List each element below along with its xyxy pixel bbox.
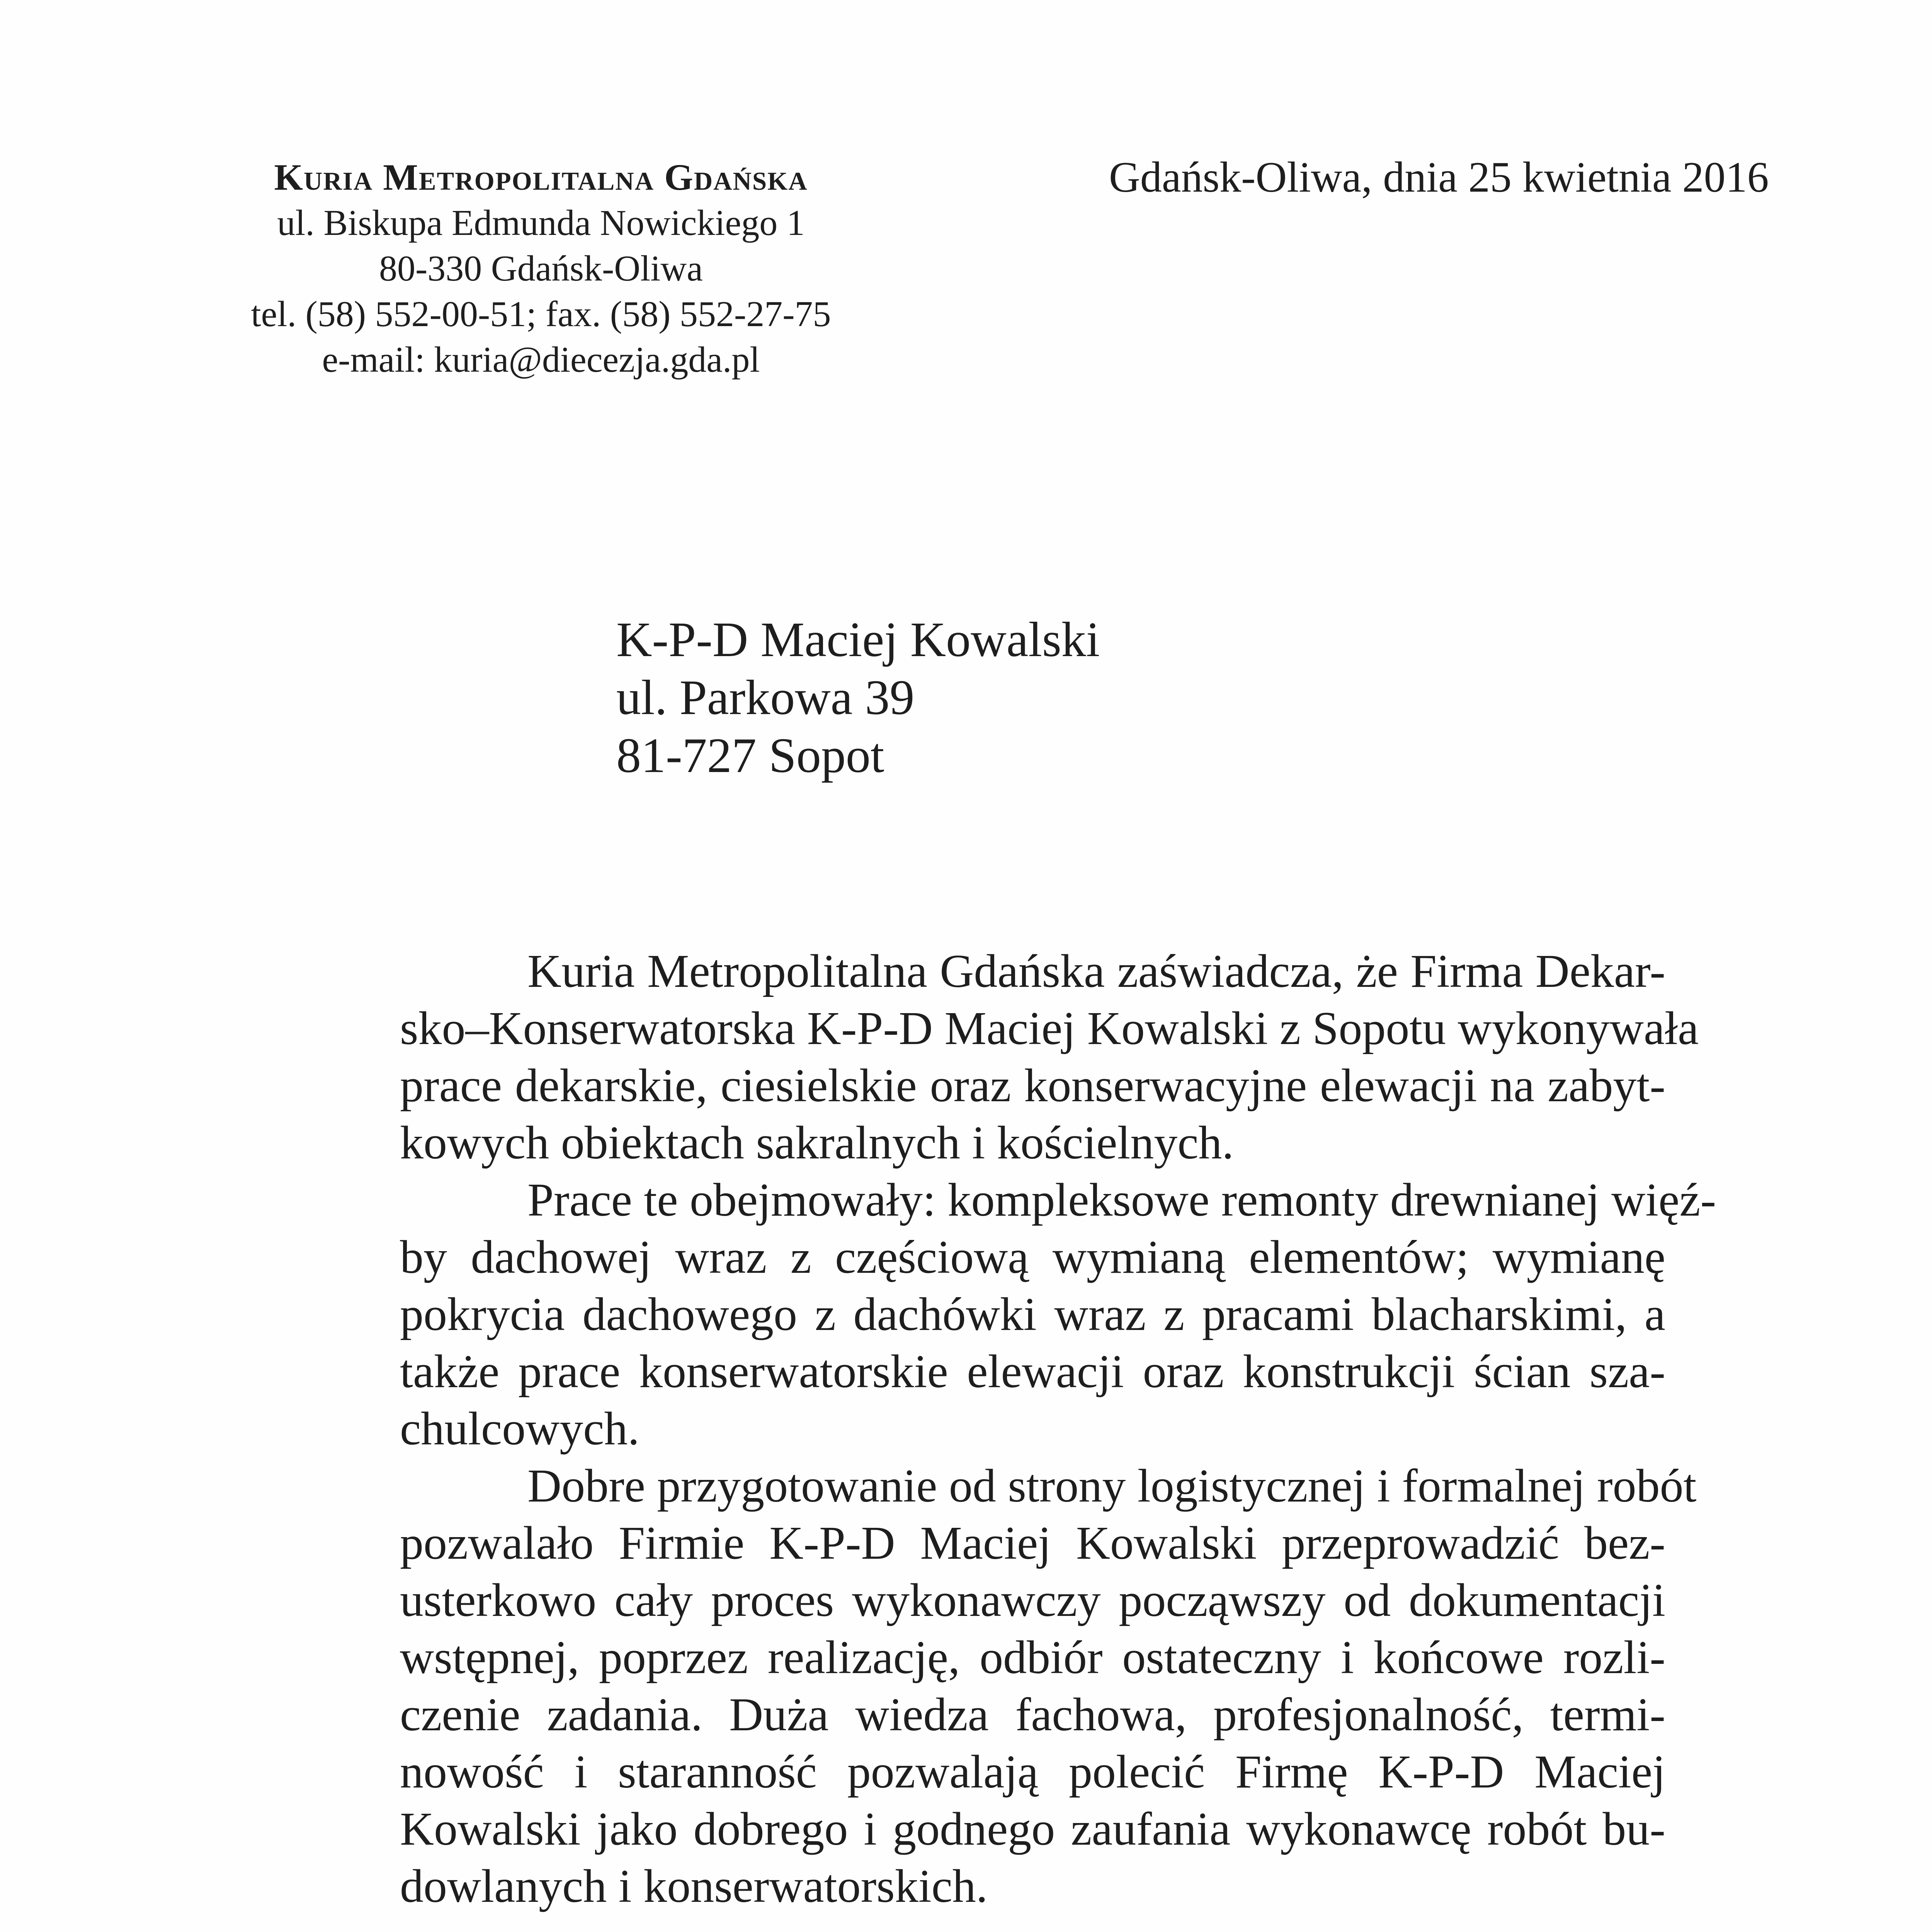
sender-postal-city: 80-330 Gdańsk-Oliwa [379,248,703,289]
letter-date: Gdańsk-Oliwa, dnia 25 kwietnia 2016 [1109,153,1769,201]
recipient-postal-city: 81-727 Sopot [616,728,884,783]
sender-street: ul. Biskupa Edmunda Nowickiego 1 [277,203,805,243]
sender-block [193,155,889,383]
body-line: by dachowej wraz z częściową wymianą elementów; wymianę [400,1231,1665,1283]
body-line: wstępnej, poprzez realizację, odbiór ostateczny i końcowe rozli- [400,1631,1665,1684]
body-line: pozwalało Firmie K-P-D Maciej Kowalski przeprowadzić bez- [400,1517,1665,1569]
body-line: Kowalski jako dobrego i godnego zaufania wykonawcę robót bu- [400,1803,1665,1855]
body-line: Prace te obejmowały: kompleksowe remonty drewnianej więź- [527,1174,1716,1226]
body-line: dowlanych i konserwatorskich. [400,1860,988,1912]
sender-email: e-mail: kuria@diecezja.gda.pl [322,340,760,380]
body-line: chulcowych. [400,1403,639,1455]
body-line: sko–Konserwatorska K-P-D Maciej Kowalski z Sopotu wykonywała [400,1002,1699,1054]
letter-body [400,943,1716,1915]
body-paragraph-1 [400,943,1699,1172]
body-line: prace dekarskie, ciesielskie oraz konserwacyjne elewacji na zabyt- [400,1060,1665,1112]
sender-phone-fax: tel. (58) 552-00-51; fax. (58) 552-27-75 [251,294,831,334]
recipient-street: ul. Parkowa 39 [616,670,915,725]
body-paragraph-3 [400,1458,1697,1915]
body-line: usterkowo cały proces wykonawczy począwszy od dokumentacji [400,1574,1665,1626]
body-line: także prace konserwatorskie elewacji oraz konstrukcji ścian sza- [400,1345,1665,1398]
body-line: kowych obiektach sakralnych i kościelnych. [400,1117,1234,1169]
sender-organization: Kuria Metropolitalna Gdańska [274,156,808,198]
recipient-block [616,611,1466,784]
body-line: czenie zadania. Duża wiedza fachowa, profesjonalność, termi- [400,1689,1665,1741]
body-line: Dobre przygotowanie od strony logistycznej i formalnej robót [527,1460,1697,1512]
recipient-name: K-P-D Maciej Kowalski [616,612,1100,667]
body-line: Kuria Metropolitalna Gdańska zaświadcza, że Firma Dekar- [527,945,1665,997]
body-line: nowość i staranność pozwalają polecić Firmę K-P-D Maciej [400,1746,1665,1798]
body-line: pokrycia dachowego z dachówki wraz z pracami blacharskimi, a [400,1288,1665,1340]
body-paragraph-2 [400,1172,1716,1458]
